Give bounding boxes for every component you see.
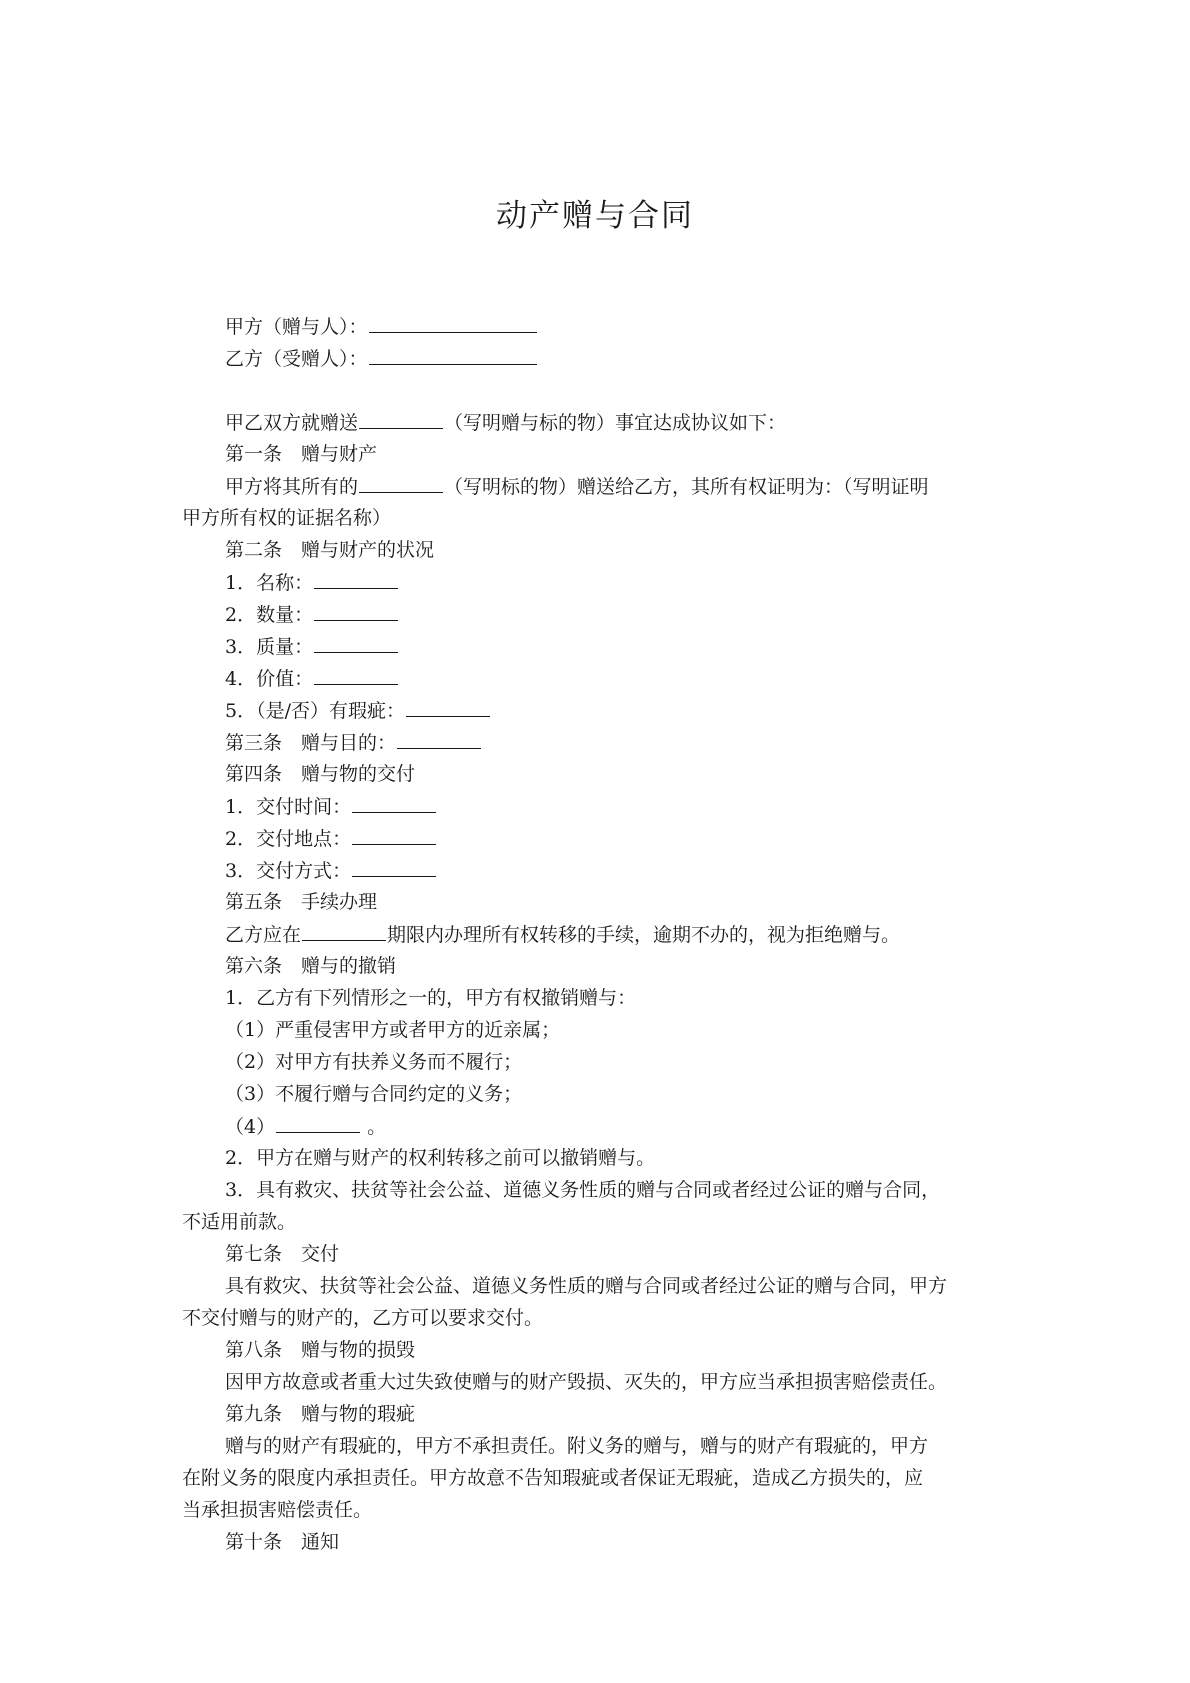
article-3-heading <box>225 728 482 757</box>
article-4-heading: 第四条 赠与物的交付 <box>225 763 416 785</box>
article-1-blank <box>359 472 443 493</box>
article-3-label: 第三条 赠与目的： <box>225 732 397 754</box>
item-blank <box>314 568 398 589</box>
article-6-item-4-end: 。 <box>361 1116 387 1138</box>
item-blank <box>314 632 398 653</box>
article-2-item-name <box>225 568 399 597</box>
article-1-text-b: （写明标的物）赠送给乙方，其所有权证明为：（写明证明 <box>444 476 929 498</box>
article-9-heading: 第九条 赠与物的瑕疵 <box>225 1403 416 1425</box>
item-label: 2．数量： <box>225 604 314 626</box>
item-blank <box>406 696 490 717</box>
intro-line <box>225 408 786 437</box>
article-4-item-time <box>225 792 437 821</box>
item-blank <box>314 664 398 685</box>
party-a-label: 甲方（赠与人）： <box>225 316 368 338</box>
article-7-line-2: 不交付赠与的财产的，乙方可以要求交付。 <box>182 1307 544 1329</box>
article-5-heading: 第五条 手续办理 <box>225 891 378 913</box>
party-b-line <box>225 344 538 373</box>
intro-text-a: 甲乙双方就赠送 <box>225 412 359 434</box>
document-title: 动产赠与合同 <box>496 198 694 234</box>
article-6-line-8: 不适用前款。 <box>182 1211 297 1233</box>
item-label: 3．质量： <box>225 636 314 658</box>
party-b-blank <box>369 344 537 365</box>
item-label: 3．交付方式： <box>225 860 352 882</box>
party-b-label: 乙方（受赠人）： <box>225 348 368 370</box>
article-6-line-4: （3）不履行赠与合同约定的义务； <box>225 1083 523 1105</box>
article-6-line-3: （2）对甲方有扶养义务而不履行； <box>225 1051 523 1073</box>
article-2-item-value <box>225 664 399 693</box>
item-label: 1．名称： <box>225 572 314 594</box>
item-blank <box>352 824 436 845</box>
article-5-blank <box>302 920 386 941</box>
article-5-text <box>225 920 900 949</box>
article-9-line-2: 在附义务的限度内承担责任。甲方故意不告知瑕疵或者保证无瑕疵，造成乙方损失的，应 <box>182 1467 924 1489</box>
article-2-item-quality <box>225 632 399 661</box>
article-9-line-1: 赠与的财产有瑕疵的，甲方不承担责任。附义务的赠与，赠与的财产有瑕疵的，甲方 <box>225 1435 929 1457</box>
article-6-line-2: （1）严重侵害甲方或者甲方的近亲属； <box>225 1019 561 1041</box>
item-blank <box>352 792 436 813</box>
article-4-item-method <box>225 856 437 885</box>
item-blank <box>314 600 398 621</box>
article-6-line-5 <box>225 1112 386 1141</box>
article-2-item-defect <box>225 696 491 725</box>
article-6-item-4-blank <box>276 1112 360 1133</box>
article-2-item-quantity <box>225 600 399 629</box>
article-2-heading: 第二条 赠与财产的状况 <box>225 539 435 561</box>
item-label: 5．（是/否）有瑕疵： <box>225 700 405 722</box>
article-6-item-4-label: （4） <box>225 1116 276 1138</box>
item-label: 2．交付地点： <box>225 828 352 850</box>
article-1-text-line-1 <box>225 472 929 501</box>
article-10-heading: 第十条 通知 <box>225 1531 340 1553</box>
article-5-text-b: 期限内办理所有权转移的手续，逾期不办的，视为拒绝赠与。 <box>387 924 901 946</box>
article-6-line-6: 2．甲方在赠与财产的权利转移之前可以撤销赠与。 <box>225 1147 656 1169</box>
party-a-line <box>225 312 538 341</box>
article-4-item-place <box>225 824 437 853</box>
article-1-heading: 第一条 赠与财产 <box>225 443 378 465</box>
intro-text-b: （写明赠与标的物）事宜达成协议如下： <box>444 412 787 434</box>
item-label: 4．价值： <box>225 668 314 690</box>
article-6-line-7: 3．具有救灾、扶贫等社会公益、道德义务性质的赠与合同或者经过公证的赠与合同， <box>225 1179 941 1201</box>
article-9-line-3: 当承担损害赔偿责任。 <box>182 1499 373 1521</box>
article-1-text-line-2: 甲方所有权的证据名称） <box>182 507 392 529</box>
article-5-text-a: 乙方应在 <box>225 924 302 946</box>
article-6-line-1: 1．乙方有下列情形之一的，甲方有权撤销赠与： <box>225 987 637 1009</box>
article-6-heading: 第六条 赠与的撤销 <box>225 955 397 977</box>
article-8-heading: 第八条 赠与物的损毁 <box>225 1339 416 1361</box>
article-7-heading: 第七条 交付 <box>225 1243 340 1265</box>
item-label: 1．交付时间： <box>225 796 352 818</box>
item-blank <box>352 856 436 877</box>
party-a-blank <box>369 312 537 333</box>
intro-blank <box>359 408 443 429</box>
article-3-blank <box>397 728 481 749</box>
article-1-text-a: 甲方将其所有的 <box>225 476 359 498</box>
article-7-line-1: 具有救灾、扶贫等社会公益、道德义务性质的赠与合同或者经过公证的赠与合同，甲方 <box>225 1275 948 1297</box>
article-8-line-1: 因甲方故意或者重大过失致使赠与的财产毁损、灭失的，甲方应当承担损害赔偿责任。 <box>225 1371 948 1393</box>
